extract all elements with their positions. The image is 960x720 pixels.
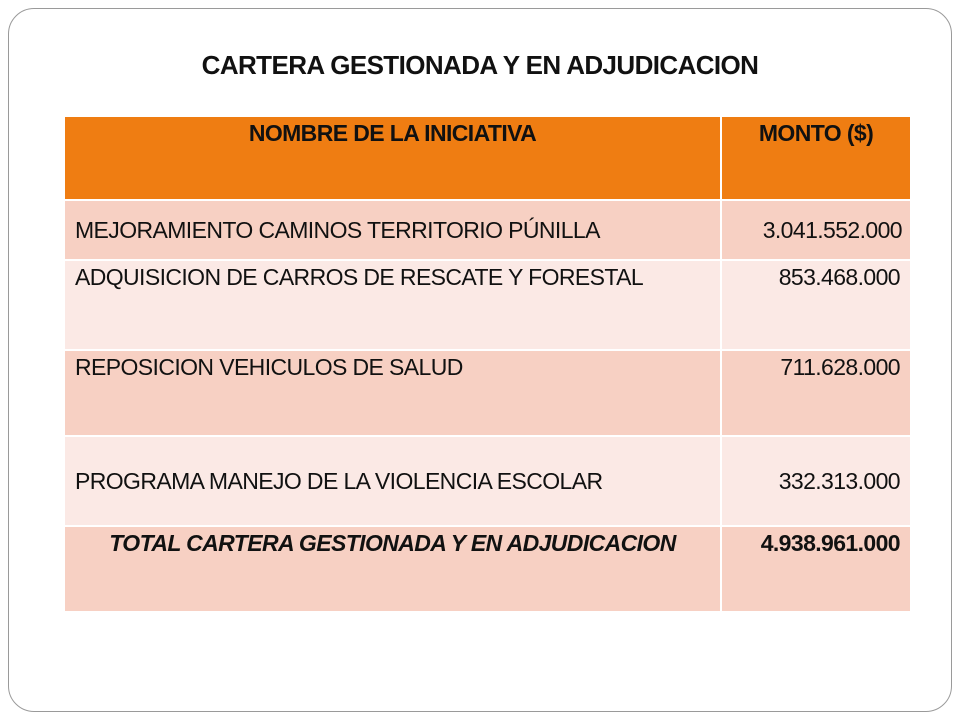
slide-title: CARTERA GESTIONADA Y EN ADJUDICACION <box>201 50 759 80</box>
initiatives-table <box>65 117 910 613</box>
initiative-amount: 332.313.000 <box>721 436 910 526</box>
table-row <box>65 200 910 260</box>
table-row <box>65 350 910 436</box>
table-row <box>65 436 910 526</box>
total-amount: 4.938.961.000 <box>721 526 910 612</box>
initiative-amount: 853.468.000 <box>721 260 910 350</box>
initiative-name: PROGRAMA MANEJO DE LA VIOLENCIA ESCOLAR <box>65 436 721 526</box>
initiative-name: ADQUISICION DE CARROS DE RESCATE Y FORESTAL <box>65 260 721 350</box>
initiative-name: REPOSICION VEHICULOS DE SALUD <box>65 350 721 436</box>
column-header-amount: MONTO ($) <box>721 117 910 200</box>
table-total-row <box>65 526 910 612</box>
initiative-amount: 3.041.552.000 <box>721 200 910 260</box>
column-header-name: NOMBRE DE LA INICIATIVA <box>65 117 721 200</box>
initiative-name: MEJORAMIENTO CAMINOS TERRITORIO PÚNILLA <box>65 200 721 260</box>
table-row <box>65 260 910 350</box>
table-header-row <box>65 117 910 200</box>
total-label: TOTAL CARTERA GESTIONADA Y EN ADJUDICACION <box>65 526 721 612</box>
initiative-amount: 711.628.000 <box>721 350 910 436</box>
